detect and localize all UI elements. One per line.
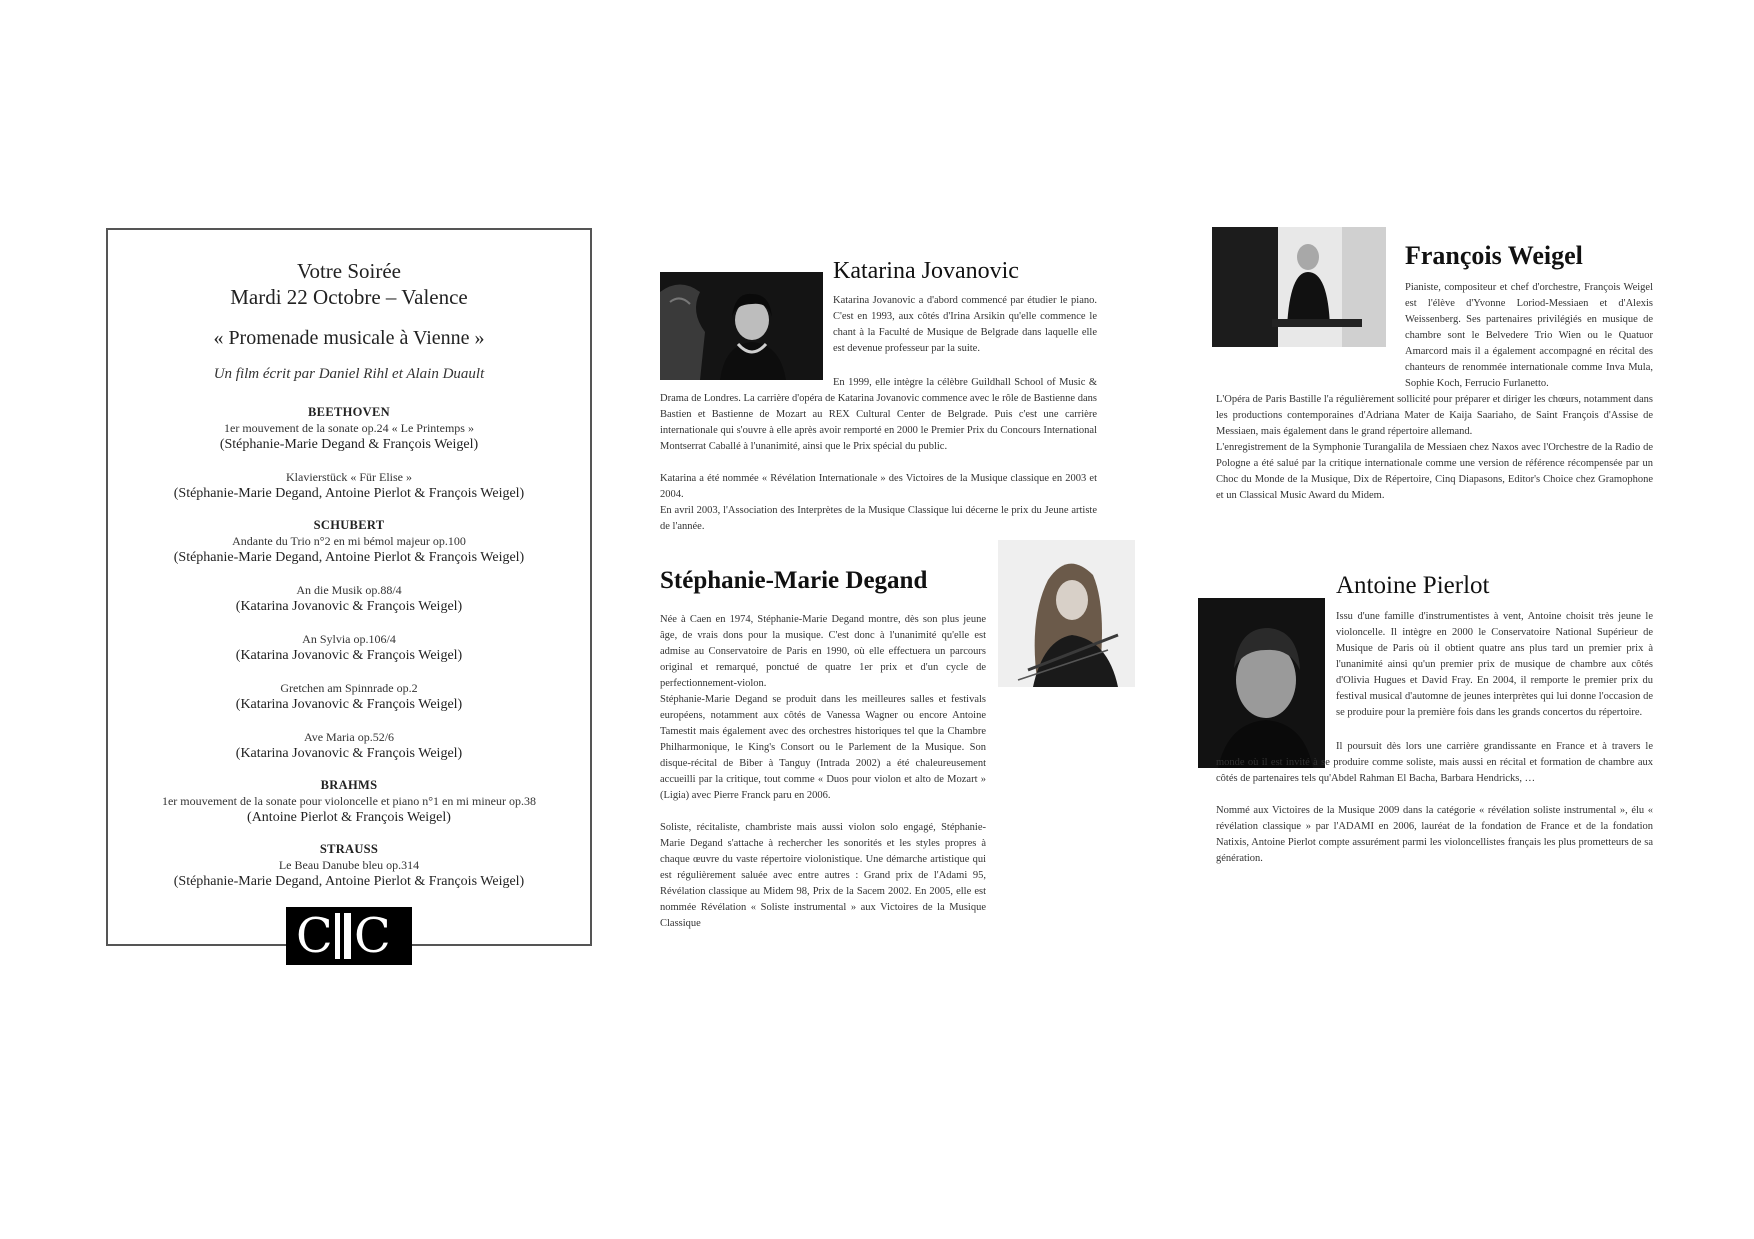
composer-name: STRAUSS — [319, 842, 379, 856]
stephanie-bio-p1: Née à Caen en 1974, Stéphanie-Marie Degand montre, dès son plus jeune âge, de vrais dons pour la musique. C'est donc à l'unanimité qu'elle est admise au Conservatoire de Paris en 1990, où elle effectuera un parcours original et remarqué, ponctué de quatre 1er prix et d'un cycle de perfectionnement-violon. — [660, 614, 986, 689]
work-title: Le Beau Danube bleu op.314 — [278, 858, 420, 872]
stephanie-photo — [998, 540, 1135, 687]
program-item — [108, 405, 590, 454]
program-item — [108, 631, 590, 665]
cic-logo: C C — [286, 907, 412, 965]
performers: (Katarina Jovanovic & François Weigel) — [235, 648, 463, 663]
work-title: Klavierstück « Für Elise » — [286, 470, 412, 484]
performers: (Katarina Jovanovic & François Weigel) — [235, 697, 463, 712]
program-item — [108, 469, 590, 503]
francois-bio-p1: Pianiste, compositeur et chef d'orchestre, François Weigel est l'élève d'Yvonne Loriod-Messiaen et d'Alexis Weissenberg. Ses partenaires privilégiés en musique de chambre sont le Belvedere Trio Wien ou le Quatuor Amarcord mais il a également accompagné en récital des chanteurs de renommée internationale comme Inva Mula, Sophie Koch, Ferrucio Furlanetto. — [1405, 282, 1653, 389]
work-title: An Sylvia op.106/4 — [302, 632, 396, 646]
program-title-line1: Votre Soirée — [296, 259, 401, 283]
antoine-bio-p1: Issu d'une famille d'instrumentistes à vent, Antoine choisit très jeune le violoncelle. Il intègre en 2000 le Conservatoire National Supérieur de Musique de Paris où il obtient quatre ans plus tard un premier prix à l'unanimité ainsi qu'un premier prix de musique de chambre aux côtés d'Olivia Hugues et David Fray. En 2004, il remporte le premier prix du festival musical d'automne de jeunes interprètes qui lui donne l'occasion de se produire pour la première fois dans les grands concertos du répertoire. — [1336, 611, 1653, 718]
composer-name: BRAHMS — [320, 778, 378, 792]
francois-bio-p3: L'enregistrement de la Symphonie Turangalila de Messiaen chez Naxos avec l'Orchestre de la Radio de Pologne a été salué par la critique internationale comme une version de référence récompensée par un Choc du Monde de la Musique, Dix de Répertoire, Cinq Diapasons, Editor's Choice chez Gramophone et un Classical Music Award du Midem. — [1216, 442, 1653, 501]
stephanie-name: Stéphanie-Marie Degand — [660, 567, 928, 594]
program-item — [108, 778, 590, 827]
work-title: 1er mouvement de la sonate op.24 « Le Printemps » — [224, 421, 474, 435]
antoine-name: Antoine Pierlot — [1336, 572, 1490, 599]
program-item — [108, 582, 590, 616]
francois-bio-p2: L'Opéra de Paris Bastille l'a régulièrement sollicité pour préparer et diriger les chœurs, notamment dans les productions contemporaines d'Adriana Mater de Kaija Saariaho, de Saint François d'Assise de Messiaen, mais également dans le grand répertoire allemand. — [1216, 394, 1653, 437]
program-item — [108, 680, 590, 714]
performers: (Katarina Jovanovic & François Weigel) — [235, 746, 463, 761]
stephanie-bio-p3: Soliste, récitaliste, chambriste mais aussi violon solo engagé, Stéphanie-Marie Degand s'attache à rechercher les sonorités et les styles propres à chaque œuvre du vaste répertoire violonistique. Une démarche artistique qui est régulièrement saluée avec entre autres : Grand prix de l'Adami 95, Révélation classique au Midem 98, Prix de la Sacem 2002. En 2005, elle est nommée Révélation « Soliste instrumental » aux Victoires de la Musique Classique — [660, 822, 986, 929]
francois-name: François Weigel — [1405, 241, 1583, 270]
program-item — [108, 729, 590, 763]
antoine-bio-p2: Il poursuit dès lors une carrière grandissante en France et à travers le monde où il est invité à se produire comme soliste, mais aussi en récital et formation de chambre aux côtés de partenaires tels qu'Abdel Rahman El Bacha, Barbara Hendricks, … — [1216, 741, 1653, 784]
program-item — [108, 518, 590, 567]
work-title: Gretchen am Spinnrade op.2 — [280, 681, 418, 695]
program-subtitle: « Promenade musicale à Vienne » — [213, 327, 485, 349]
katarina-photo — [660, 272, 823, 380]
program-item — [108, 842, 590, 891]
performers: (Katarina Jovanovic & François Weigel) — [235, 599, 463, 614]
performers: (Stéphanie-Marie Degand, Antoine Pierlot & François Weigel) — [173, 550, 525, 565]
work-title: Ave Maria op.52/6 — [303, 730, 395, 744]
work-title: 1er mouvement de la sonate pour violoncelle et piano n°1 en mi mineur op.38 — [161, 794, 537, 808]
francois-bio-p1a — [1405, 280, 1653, 392]
katarina-bio-p1: Katarina Jovanovic a d'abord commencé par étudier le piano. C'est en 1993, aux côtés d'Irina Arsikin qu'elle commence le chant à la Faculté de Musique de Belgrade dans laquelle elle est devenue professeur par la suite. — [833, 295, 1097, 354]
program-film-credit: Un film écrit par Daniel Rihl et Alain Duault — [213, 366, 485, 382]
katarina-name: Katarina Jovanovic — [833, 258, 1019, 284]
stephanie-bio-p2: Stéphanie-Marie Degand se produit dans les meilleures salles et festivals européens, notamment aux côtés de Vanessa Wagner ou encore Antoine Tamestit mais également avec des orchestres historiques tel que la Chambre Philharmonique, le King's Consort ou le Parlement de la Musique. Son disque-récital de Biber à Tanguy (Intrada 2002) a été chaleureusement accueilli par la critique, tout comme « Duos pour violon et alto de Mozart » (Ligia) avec Pierre Franck paru en 2006. — [660, 694, 986, 801]
performers: (Antoine Pierlot & François Weigel) — [247, 810, 451, 825]
performers: (Stéphanie-Marie Degand & François Weigel) — [219, 437, 479, 452]
katarina-bio-p4: En avril 2003, l'Association des Interprètes de la Musique Classique lui décerne le prix du Jeune artiste de l'année. — [660, 505, 1097, 532]
composer-name: SCHUBERT — [313, 518, 385, 532]
program-title-line2: Mardi 22 Octobre – Valence — [230, 285, 468, 309]
program-box — [106, 228, 592, 964]
work-title: An die Musik op.88/4 — [296, 583, 402, 597]
antoine-bio-p3: Nommé aux Victoires de la Musique 2009 dans la catégorie « révélation soliste instrumental », élu « révélation classique » par l'ADAMI en 2006, lauréat de la fondation de France et de la fondation Natixis, Antoine Pierlot compte assurément parmi les violoncellistes français les plus prometteurs de sa génération. — [1216, 805, 1653, 864]
performers: (Stéphanie-Marie Degand, Antoine Pierlot & François Weigel) — [173, 874, 525, 889]
katarina-bio-p2: En 1999, elle intègre la célèbre Guildhall School of Music & Drama de Londres. La carrière d'opéra de Katarina Jovanovic commence avec le rôle de Bastienne dans Bastien et Bastienne de Mozart au REX Cultural Center de Belgrade. Puis c'est une carrière internationale qui s'ouvre à elle après avoir remporté en 2000 le Premier Prix du Concours International Montserrat Caballé à l'unanimité, ainsi que le Prix spécial du public. — [660, 377, 1097, 452]
performers: (Stéphanie-Marie Degand, Antoine Pierlot & François Weigel) — [173, 486, 525, 501]
composer-name: BEETHOVEN — [308, 405, 390, 419]
francois-photo — [1212, 227, 1386, 347]
katarina-bio-p3: Katarina a été nommée « Révélation Internationale » des Victoires de la Musique classique en 2003 et 2004. — [660, 473, 1097, 500]
work-title: Andante du Trio n°2 en mi bémol majeur op.100 — [232, 534, 466, 548]
